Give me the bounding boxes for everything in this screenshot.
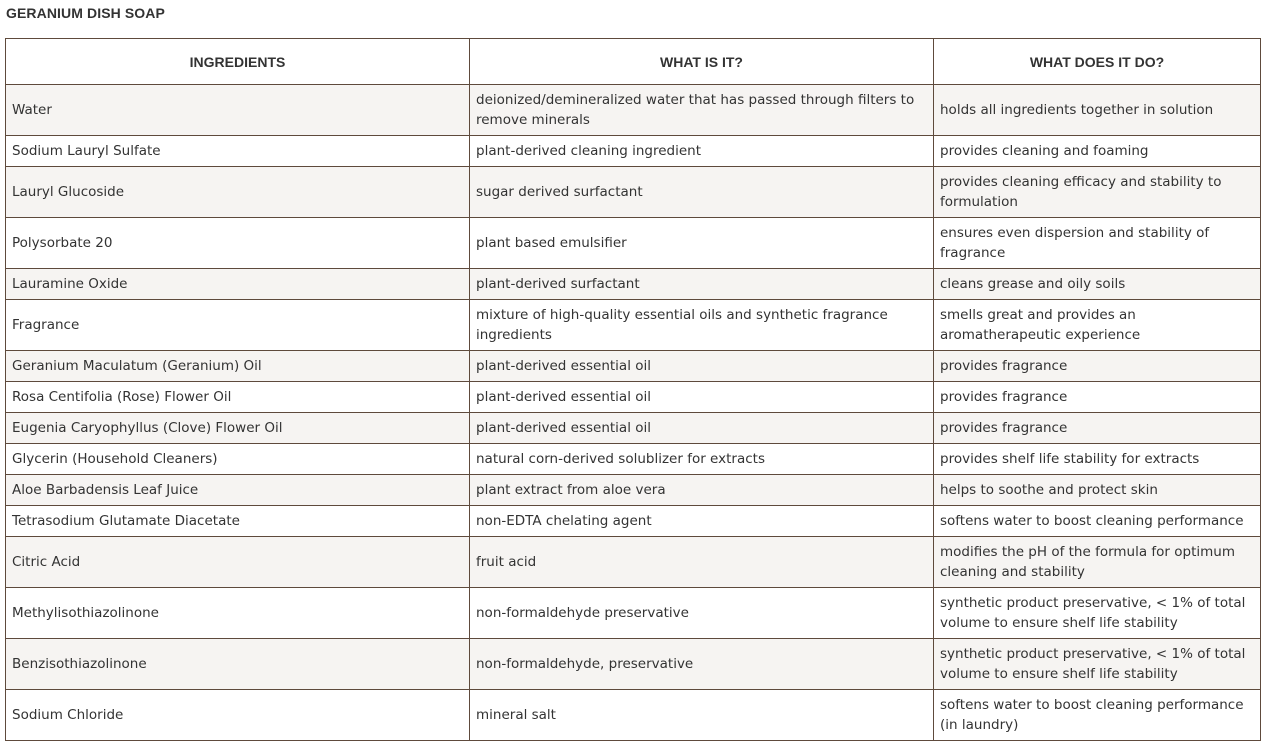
- table-row: [6, 300, 1261, 351]
- what-does-it-do-cell: provides fragrance: [934, 351, 1261, 382]
- what-is-it-cell: deionized/demineralized water that has passed through filters to remove minerals: [470, 85, 934, 136]
- header-ingredients: INGREDIENTS: [6, 39, 470, 85]
- what-does-it-do-cell: softens water to boost cleaning performance: [934, 506, 1261, 537]
- page-title: GERANIUM DISH SOAP: [6, 5, 165, 21]
- what-is-it-cell: plant-derived surfactant: [470, 269, 934, 300]
- what-is-it-cell: non-EDTA chelating agent: [470, 506, 934, 537]
- table-row: [6, 269, 1261, 300]
- ingredient-cell: Glycerin (Household Cleaners): [6, 444, 470, 475]
- what-does-it-do-cell: softens water to boost cleaning performance (in laundry): [934, 690, 1261, 741]
- what-does-it-do-cell: smells great and provides an aromatherapeutic experience: [934, 300, 1261, 351]
- table-row: [6, 639, 1261, 690]
- ingredient-cell: Geranium Maculatum (Geranium) Oil: [6, 351, 470, 382]
- table-row: [6, 690, 1261, 741]
- what-does-it-do-cell: synthetic product preservative, < 1% of total volume to ensure shelf life stability: [934, 639, 1261, 690]
- table-row: [6, 588, 1261, 639]
- ingredient-cell: Sodium Chloride: [6, 690, 470, 741]
- what-does-it-do-cell: provides fragrance: [934, 382, 1261, 413]
- what-is-it-cell: mineral salt: [470, 690, 934, 741]
- table-row: [6, 136, 1261, 167]
- what-is-it-cell: plant-derived essential oil: [470, 413, 934, 444]
- table-header-row: [6, 39, 1261, 85]
- what-does-it-do-cell: ensures even dispersion and stability of fragrance: [934, 218, 1261, 269]
- table-row: [6, 218, 1261, 269]
- table-row: [6, 506, 1261, 537]
- ingredient-cell: Water: [6, 85, 470, 136]
- what-is-it-cell: mixture of high-quality essential oils and synthetic fragrance ingredients: [470, 300, 934, 351]
- table-row: [6, 475, 1261, 506]
- what-is-it-cell: natural corn-derived solublizer for extracts: [470, 444, 934, 475]
- table-row: [6, 537, 1261, 588]
- what-is-it-cell: plant based emulsifier: [470, 218, 934, 269]
- ingredient-cell: Rosa Centifolia (Rose) Flower Oil: [6, 382, 470, 413]
- what-is-it-cell: sugar derived surfactant: [470, 167, 934, 218]
- what-does-it-do-cell: helps to soothe and protect skin: [934, 475, 1261, 506]
- ingredient-cell: Polysorbate 20: [6, 218, 470, 269]
- what-is-it-cell: non-formaldehyde, preservative: [470, 639, 934, 690]
- what-does-it-do-cell: synthetic product preservative, < 1% of total volume to ensure shelf life stability: [934, 588, 1261, 639]
- ingredient-cell: Eugenia Caryophyllus (Clove) Flower Oil: [6, 413, 470, 444]
- ingredient-cell: Aloe Barbadensis Leaf Juice: [6, 475, 470, 506]
- ingredient-cell: Benzisothiazolinone: [6, 639, 470, 690]
- ingredients-table: [5, 38, 1261, 741]
- ingredient-cell: Methylisothiazolinone: [6, 588, 470, 639]
- what-is-it-cell: plant-derived essential oil: [470, 382, 934, 413]
- what-does-it-do-cell: provides cleaning efficacy and stability to formulation: [934, 167, 1261, 218]
- what-is-it-cell: plant-derived cleaning ingredient: [470, 136, 934, 167]
- table-row: [6, 413, 1261, 444]
- table-row: [6, 382, 1261, 413]
- what-is-it-cell: non-formaldehyde preservative: [470, 588, 934, 639]
- what-does-it-do-cell: holds all ingredients together in solution: [934, 85, 1261, 136]
- what-is-it-cell: fruit acid: [470, 537, 934, 588]
- what-is-it-cell: plant-derived essential oil: [470, 351, 934, 382]
- ingredient-cell: Lauramine Oxide: [6, 269, 470, 300]
- table-row: [6, 167, 1261, 218]
- ingredient-cell: Citric Acid: [6, 537, 470, 588]
- what-does-it-do-cell: modifies the pH of the formula for optimum cleaning and stability: [934, 537, 1261, 588]
- ingredient-cell: Fragrance: [6, 300, 470, 351]
- ingredient-cell: Lauryl Glucoside: [6, 167, 470, 218]
- what-does-it-do-cell: cleans grease and oily soils: [934, 269, 1261, 300]
- what-is-it-cell: plant extract from aloe vera: [470, 475, 934, 506]
- header-what-does-it-do: WHAT DOES IT DO?: [934, 39, 1261, 85]
- table-row: [6, 351, 1261, 382]
- ingredient-cell: Sodium Lauryl Sulfate: [6, 136, 470, 167]
- table-row: [6, 85, 1261, 136]
- what-does-it-do-cell: provides cleaning and foaming: [934, 136, 1261, 167]
- ingredient-cell: Tetrasodium Glutamate Diacetate: [6, 506, 470, 537]
- what-does-it-do-cell: provides shelf life stability for extracts: [934, 444, 1261, 475]
- what-does-it-do-cell: provides fragrance: [934, 413, 1261, 444]
- header-what-is-it: WHAT IS IT?: [470, 39, 934, 85]
- table-row: [6, 444, 1261, 475]
